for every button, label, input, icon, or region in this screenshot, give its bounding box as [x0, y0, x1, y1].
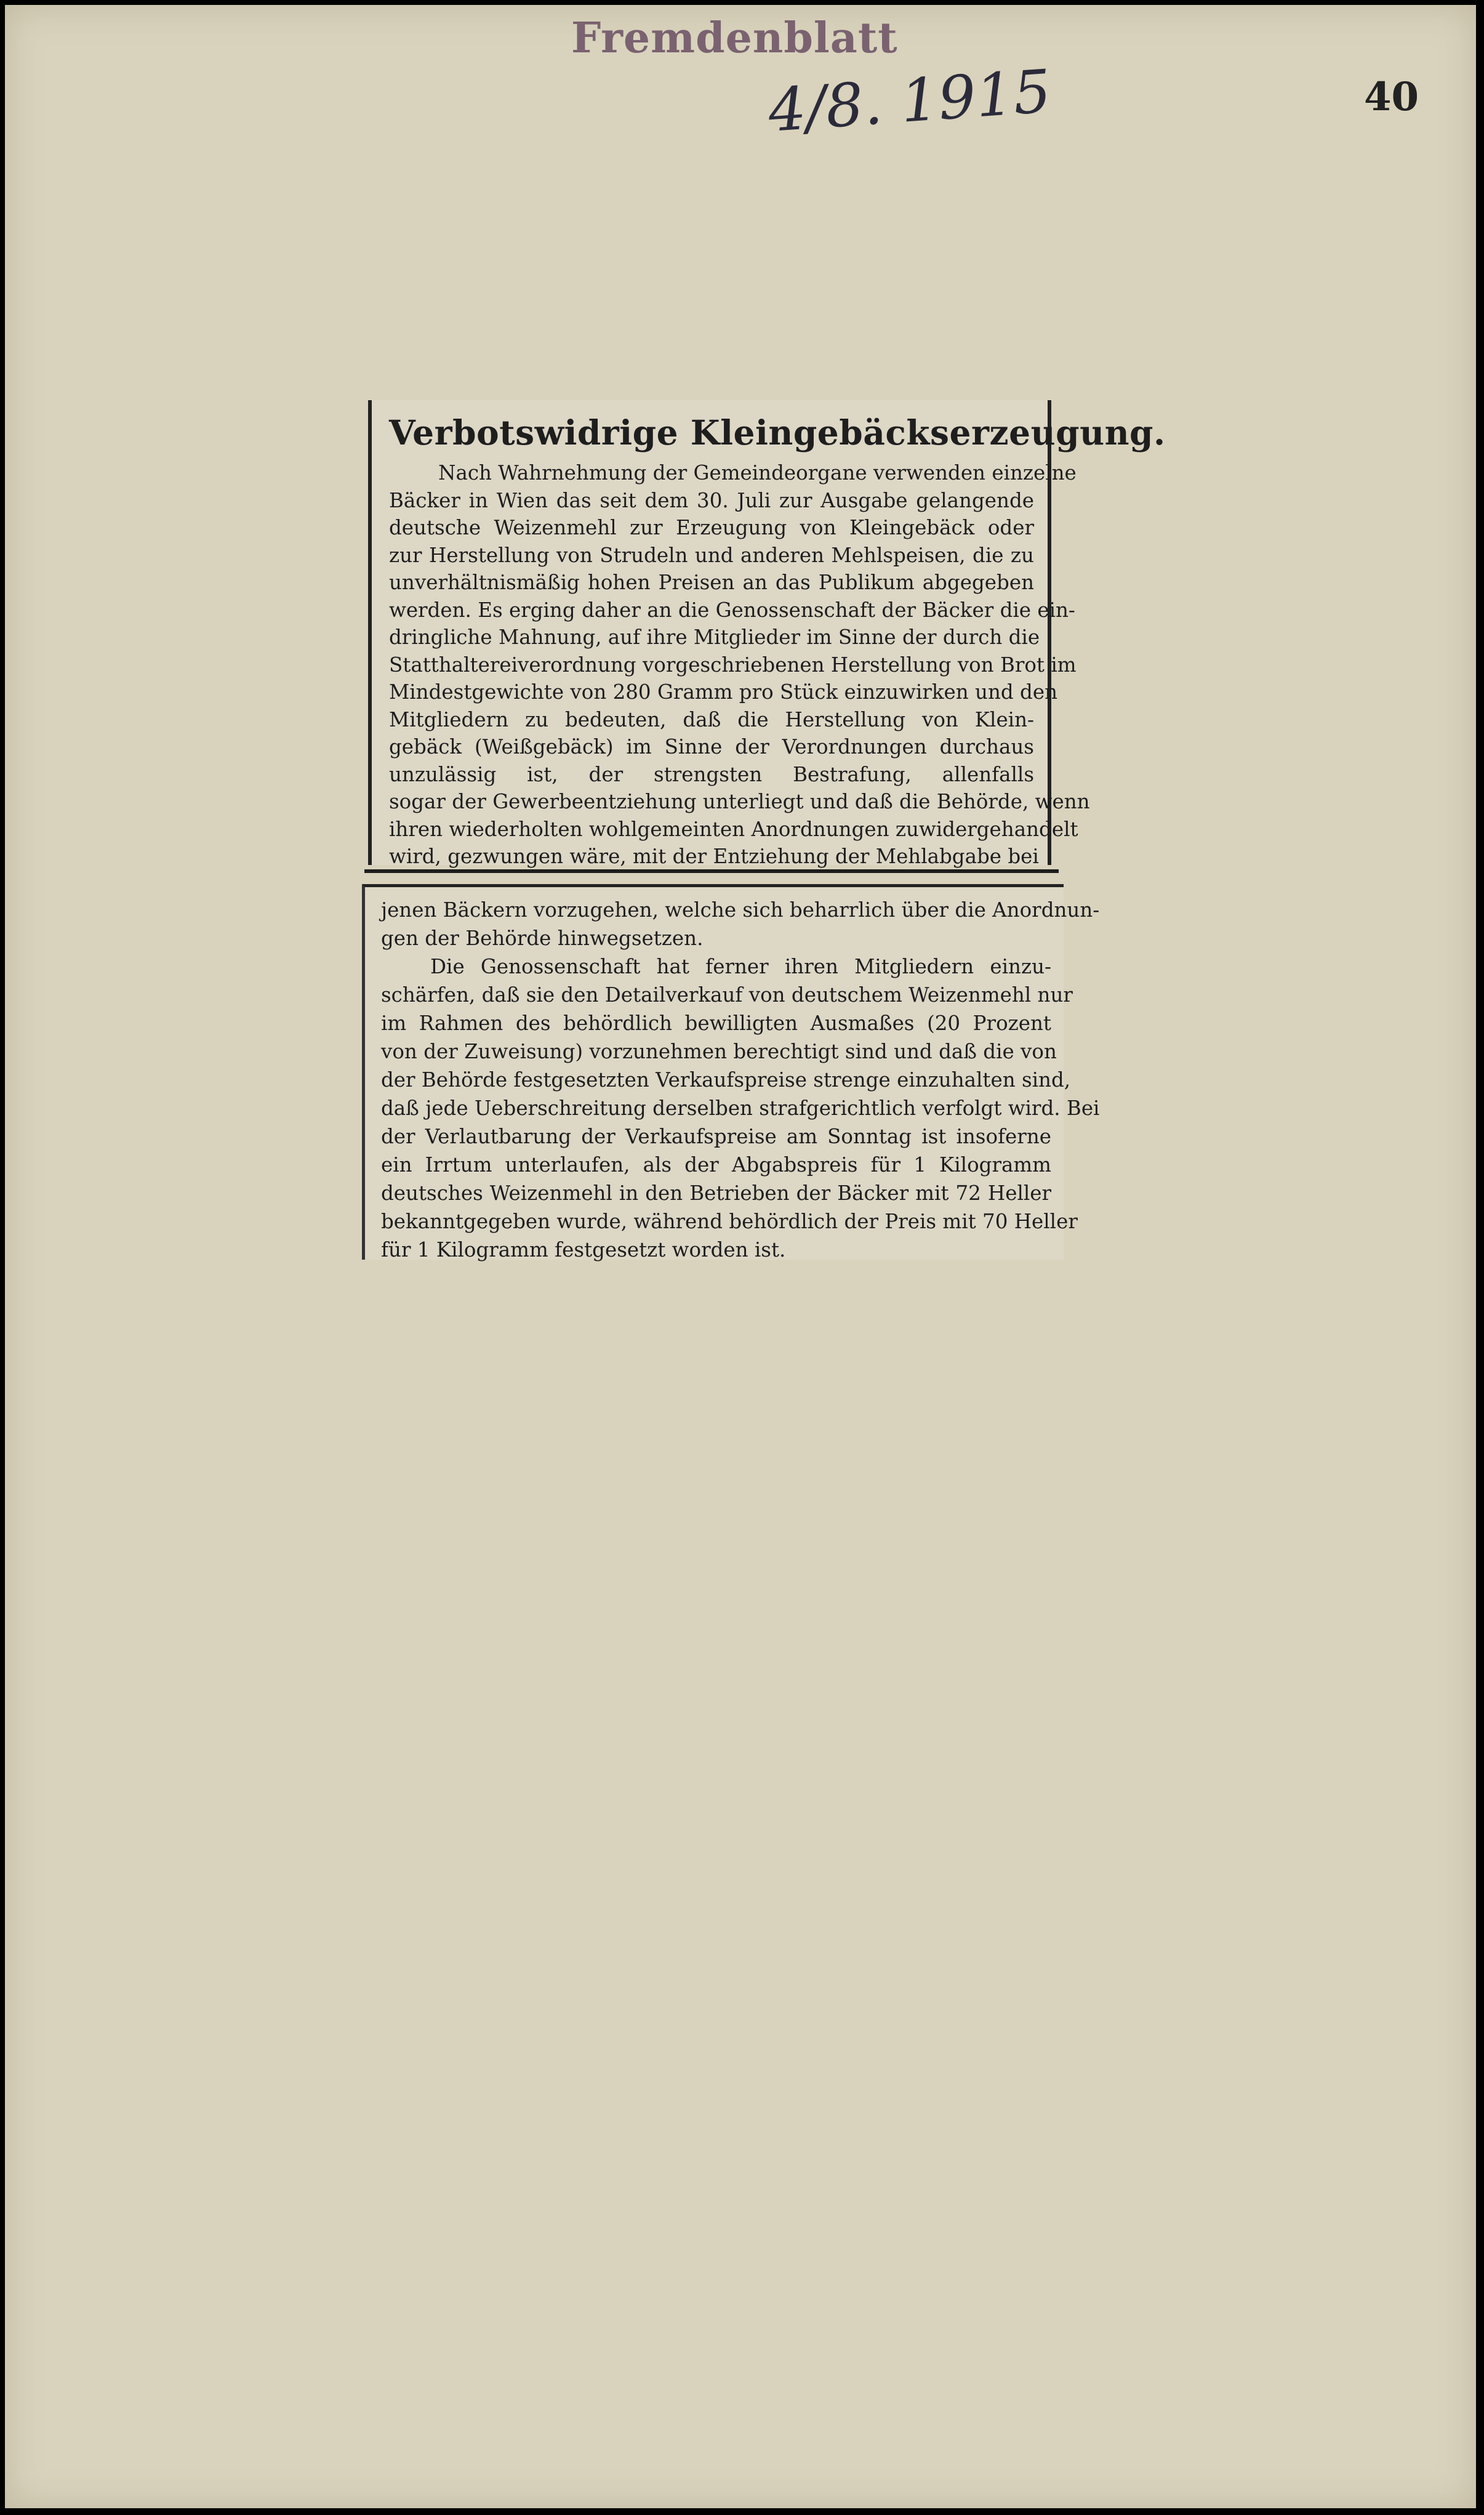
text-line: für 1 Kilogramm festgesetzt worden ist.: [381, 1238, 786, 1262]
article-headline: Verbotswidrige Kleingebäckserzeugung.: [389, 412, 1166, 453]
text-line: unverhältnismäßig hohen Preisen an das Publikum abgegeben: [389, 571, 1034, 594]
text-line: der Verlautbarung der Verkaufspreise am Sonntag ist insoferne: [381, 1125, 1051, 1148]
text-line: ein Irrtum unterlaufen, als der Abgabspreis für 1 Kilogramm: [381, 1153, 1051, 1177]
text-line: sogar der Gewerbeentziehung unterliegt und daß die Behörde, wenn: [389, 790, 1090, 813]
column-divider-rule: [364, 869, 1059, 873]
column-1-text: [389, 459, 1090, 871]
text-line: schärfen, daß sie den Detailverkauf von deutschem Weizenmehl nur: [381, 983, 1073, 1007]
text-line: deutsches Weizenmehl in den Betrieben der Bäcker mit 72 Heller: [381, 1181, 1051, 1205]
text-line: Mitgliedern zu bedeuten, daß die Herstellung von Klein-: [389, 707, 1034, 731]
text-line: von der Zuweisung) vorzunehmen berechtigt sind und daß die von: [381, 1040, 1057, 1063]
text-line: Mindestgewichte von 280 Gramm pro Stück einzuwirken und den: [389, 680, 1058, 704]
text-line: Bäcker in Wien das seit dem 30. Juli zur Ausgabe gelangende: [389, 488, 1034, 512]
clipping-part-2: [362, 884, 1100, 1262]
text-line: werden. Es erging daher an die Genossenschaft der Bäcker die ein-: [389, 598, 1075, 622]
text-line: gen der Behörde hinwegsetzen.: [381, 927, 704, 950]
text-line: jenen Bäckern vorzugehen, welche sich beharrlich über die Anordnun-: [381, 898, 1100, 922]
text-line: bekanntgegeben wurde, während behördlich der Preis mit 70 Heller: [381, 1210, 1078, 1233]
newspaper-stamp: Fremdenblatt: [571, 14, 898, 63]
text-line: der Behörde festgesetzten Verkaufspreise strenge einzuhalten sind,: [381, 1068, 1071, 1092]
handwritten-date: 4/8. 1915: [766, 57, 1054, 145]
text-line: dringliche Mahnung, auf ihre Mitglieder im Sinne der durch die: [389, 626, 1040, 649]
text-line: Nach Wahrnehmung der Gemeindeorgane verwenden einzelne: [438, 461, 1077, 485]
text-line: gebäck (Weißgebäck) im Sinne der Verordnungen durchaus: [389, 735, 1034, 759]
text-line: wird, gezwungen wäre, mit der Entziehung der Mehlabgabe bei: [389, 845, 1039, 868]
text-line: unzulässig ist, der strengsten Bestrafung, allenfalls: [389, 762, 1034, 786]
clipping-part-1: [368, 400, 1166, 868]
text-line: ihren wiederholten wohlgemeinten Anordnungen zuwidergehandelt: [389, 817, 1078, 841]
page-number: 40: [1364, 74, 1419, 120]
text-line: deutsche Weizenmehl zur Erzeugung von Kleingebäck oder: [389, 516, 1034, 539]
text-line: Die Genossenschaft hat ferner ihren Mitgliedern einzu-: [430, 955, 1051, 978]
text-line: daß jede Ueberschreitung derselben strafgerichtlich verfolgt wird. Bei: [381, 1097, 1100, 1120]
text-line: im Rahmen des behördlich bewilligten Ausmaßes (20 Prozent: [381, 1012, 1051, 1035]
archive-sheet: [5, 5, 1476, 2508]
text-line: Statthaltereiverordnung vorgeschriebenen Herstellung von Brot im: [389, 653, 1077, 677]
text-line: zur Herstellung von Strudeln und anderen Mehlspeisen, die zu: [389, 543, 1034, 567]
